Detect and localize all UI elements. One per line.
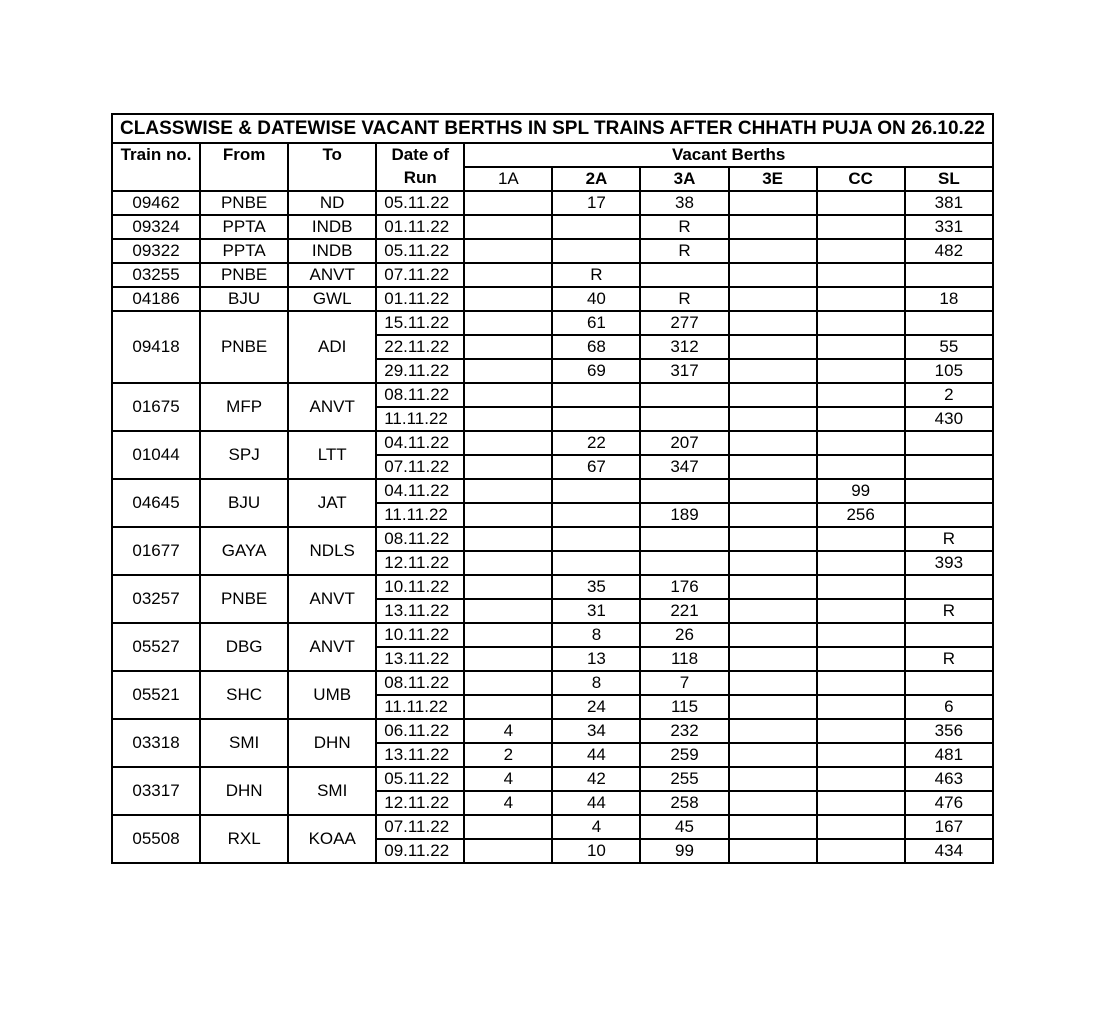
berths-3e-cell	[729, 407, 817, 431]
berths-cc-cell	[817, 407, 905, 431]
berths-3a-cell: 189	[640, 503, 728, 527]
to-cell: DHN	[288, 719, 376, 767]
berths-1a-cell	[464, 215, 552, 239]
date-cell: 10.11.22	[376, 575, 464, 599]
berths-3e-cell	[729, 767, 817, 791]
train-no-cell: 01044	[112, 431, 200, 479]
train-no-cell: 09322	[112, 239, 200, 263]
table-row	[112, 671, 993, 695]
berths-cc-cell	[817, 839, 905, 863]
train-no-cell: 03255	[112, 263, 200, 287]
date-cell: 11.11.22	[376, 503, 464, 527]
berths-2a-cell	[552, 551, 640, 575]
berths-sl-cell: 6	[905, 695, 993, 719]
berths-1a-cell	[464, 575, 552, 599]
berths-3a-cell: 176	[640, 575, 728, 599]
berths-3a-cell: 7	[640, 671, 728, 695]
berths-cc-cell	[817, 191, 905, 215]
date-cell: 04.11.22	[376, 479, 464, 503]
berths-3a-cell: 259	[640, 743, 728, 767]
header-class-cc: CC	[817, 167, 905, 191]
berths-3a-cell: 118	[640, 647, 728, 671]
berths-cc-cell	[817, 671, 905, 695]
to-cell: INDB	[288, 239, 376, 263]
berths-sl-cell: 167	[905, 815, 993, 839]
berths-3a-cell: R	[640, 215, 728, 239]
berths-1a-cell	[464, 647, 552, 671]
date-cell: 05.11.22	[376, 191, 464, 215]
berths-sl-cell	[905, 575, 993, 599]
berths-1a-cell	[464, 551, 552, 575]
from-cell: PNBE	[200, 311, 288, 383]
berths-2a-cell: 69	[552, 359, 640, 383]
from-cell: MFP	[200, 383, 288, 431]
berths-3e-cell	[729, 671, 817, 695]
berths-3e-cell	[729, 743, 817, 767]
berths-cc-cell	[817, 599, 905, 623]
from-cell: PNBE	[200, 575, 288, 623]
to-cell: LTT	[288, 431, 376, 479]
date-cell: 01.11.22	[376, 215, 464, 239]
table-row	[112, 479, 993, 503]
berths-1a-cell	[464, 407, 552, 431]
from-cell: SHC	[200, 671, 288, 719]
berths-sl-cell	[905, 263, 993, 287]
berths-3e-cell	[729, 791, 817, 815]
berths-3a-cell: 277	[640, 311, 728, 335]
berths-cc-cell	[817, 647, 905, 671]
berths-1a-cell	[464, 287, 552, 311]
date-cell: 08.11.22	[376, 671, 464, 695]
berths-sl-cell: 356	[905, 719, 993, 743]
berths-1a-cell: 4	[464, 719, 552, 743]
date-cell: 22.11.22	[376, 335, 464, 359]
table-row	[112, 719, 993, 743]
berths-2a-cell	[552, 479, 640, 503]
berths-cc-cell	[817, 623, 905, 647]
berths-cc-cell: 256	[817, 503, 905, 527]
date-cell: 13.11.22	[376, 599, 464, 623]
berths-3e-cell	[729, 647, 817, 671]
berths-1a-cell	[464, 383, 552, 407]
to-cell: KOAA	[288, 815, 376, 863]
header-train-no: Train no.	[112, 143, 200, 191]
berths-sl-cell: 434	[905, 839, 993, 863]
berths-1a-cell	[464, 455, 552, 479]
header-vacant-berths: Vacant Berths	[464, 143, 993, 167]
berths-3a-cell: 317	[640, 359, 728, 383]
berths-1a-cell	[464, 839, 552, 863]
berths-3e-cell	[729, 599, 817, 623]
train-no-cell: 03257	[112, 575, 200, 623]
berths-1a-cell	[464, 311, 552, 335]
berths-3a-cell	[640, 383, 728, 407]
table-row	[112, 287, 993, 311]
berths-3e-cell	[729, 191, 817, 215]
header-class-1a: 1A	[464, 167, 552, 191]
berths-3a-cell: 232	[640, 719, 728, 743]
berths-2a-cell: 10	[552, 839, 640, 863]
berths-3a-cell	[640, 407, 728, 431]
to-cell: ANVT	[288, 263, 376, 287]
berths-3e-cell	[729, 815, 817, 839]
berths-1a-cell	[464, 695, 552, 719]
berths-sl-cell: 476	[905, 791, 993, 815]
table-row	[112, 215, 993, 239]
berths-2a-cell: 40	[552, 287, 640, 311]
berths-2a-cell	[552, 239, 640, 263]
berths-2a-cell: 68	[552, 335, 640, 359]
train-no-cell: 04645	[112, 479, 200, 527]
table-row	[112, 623, 993, 647]
header-date-line2: Run	[376, 167, 464, 191]
from-cell: DBG	[200, 623, 288, 671]
date-cell: 05.11.22	[376, 767, 464, 791]
table-row	[112, 239, 993, 263]
to-cell: ANVT	[288, 383, 376, 431]
berths-2a-cell: 24	[552, 695, 640, 719]
berths-3a-cell: R	[640, 239, 728, 263]
berths-cc-cell	[817, 311, 905, 335]
berths-3e-cell	[729, 503, 817, 527]
berths-2a-cell: 4	[552, 815, 640, 839]
berths-sl-cell: 481	[905, 743, 993, 767]
berths-2a-cell	[552, 527, 640, 551]
to-cell: SMI	[288, 767, 376, 815]
berths-3a-cell: 26	[640, 623, 728, 647]
berths-sl-cell: 18	[905, 287, 993, 311]
berths-cc-cell	[817, 743, 905, 767]
header-class-2a: 2A	[552, 167, 640, 191]
to-cell: GWL	[288, 287, 376, 311]
to-cell: ANVT	[288, 575, 376, 623]
berths-1a-cell	[464, 527, 552, 551]
berths-3a-cell	[640, 527, 728, 551]
berths-3e-cell	[729, 263, 817, 287]
berths-2a-cell: 8	[552, 671, 640, 695]
berths-1a-cell	[464, 479, 552, 503]
berths-1a-cell	[464, 815, 552, 839]
berths-3e-cell	[729, 455, 817, 479]
table-row	[112, 383, 993, 407]
table-row	[112, 311, 993, 335]
berths-2a-cell: 13	[552, 647, 640, 671]
berths-cc-cell	[817, 383, 905, 407]
date-cell: 13.11.22	[376, 743, 464, 767]
date-cell: 07.11.22	[376, 263, 464, 287]
berths-3e-cell	[729, 239, 817, 263]
berths-sl-cell: R	[905, 527, 993, 551]
berths-2a-cell	[552, 383, 640, 407]
date-cell: 11.11.22	[376, 695, 464, 719]
berths-2a-cell: 17	[552, 191, 640, 215]
to-cell: NDLS	[288, 527, 376, 575]
date-cell: 10.11.22	[376, 623, 464, 647]
date-cell: 01.11.22	[376, 287, 464, 311]
berths-3e-cell	[729, 527, 817, 551]
berths-sl-cell	[905, 503, 993, 527]
berths-3a-cell: 115	[640, 695, 728, 719]
berths-3e-cell	[729, 311, 817, 335]
berths-sl-cell	[905, 311, 993, 335]
berths-sl-cell	[905, 623, 993, 647]
berths-3a-cell	[640, 551, 728, 575]
from-cell: PPTA	[200, 215, 288, 239]
berths-3a-cell: 207	[640, 431, 728, 455]
berths-3e-cell	[729, 215, 817, 239]
table-row	[112, 575, 993, 599]
berths-1a-cell	[464, 191, 552, 215]
train-no-cell: 05508	[112, 815, 200, 863]
from-cell: PNBE	[200, 191, 288, 215]
berths-2a-cell: 31	[552, 599, 640, 623]
date-cell: 12.11.22	[376, 551, 464, 575]
header-class-3e: 3E	[729, 167, 817, 191]
berths-cc-cell	[817, 431, 905, 455]
berths-2a-cell: 61	[552, 311, 640, 335]
berths-3e-cell	[729, 335, 817, 359]
train-no-cell: 09324	[112, 215, 200, 239]
berths-sl-cell	[905, 431, 993, 455]
berths-2a-cell: R	[552, 263, 640, 287]
to-cell: ANVT	[288, 623, 376, 671]
berths-cc-cell	[817, 551, 905, 575]
berths-3e-cell	[729, 695, 817, 719]
berths-3e-cell	[729, 383, 817, 407]
berths-3e-cell	[729, 431, 817, 455]
berths-1a-cell	[464, 671, 552, 695]
berths-1a-cell	[464, 431, 552, 455]
berths-1a-cell	[464, 599, 552, 623]
berths-cc-cell	[817, 287, 905, 311]
berths-cc-cell: 99	[817, 479, 905, 503]
berths-2a-cell: 67	[552, 455, 640, 479]
berths-cc-cell	[817, 359, 905, 383]
table-row	[112, 263, 993, 287]
berths-cc-cell	[817, 335, 905, 359]
berths-sl-cell	[905, 479, 993, 503]
berths-3a-cell: 45	[640, 815, 728, 839]
from-cell: SPJ	[200, 431, 288, 479]
berths-2a-cell: 44	[552, 791, 640, 815]
berths-2a-cell: 42	[552, 767, 640, 791]
from-cell: BJU	[200, 287, 288, 311]
table-row	[112, 815, 993, 839]
berths-cc-cell	[817, 815, 905, 839]
berths-cc-cell	[817, 719, 905, 743]
date-cell: 11.11.22	[376, 407, 464, 431]
berths-sl-cell: 2	[905, 383, 993, 407]
berths-2a-cell: 8	[552, 623, 640, 647]
berths-2a-cell	[552, 503, 640, 527]
to-cell: INDB	[288, 215, 376, 239]
berths-1a-cell: 4	[464, 791, 552, 815]
train-no-cell: 01675	[112, 383, 200, 431]
from-cell: RXL	[200, 815, 288, 863]
berths-3a-cell: 221	[640, 599, 728, 623]
berths-1a-cell: 2	[464, 743, 552, 767]
train-no-cell: 03317	[112, 767, 200, 815]
berths-2a-cell	[552, 215, 640, 239]
to-cell: ADI	[288, 311, 376, 383]
vacant-berths-sheet	[111, 113, 994, 864]
table-row	[112, 431, 993, 455]
berths-1a-cell	[464, 623, 552, 647]
berths-sl-cell	[905, 671, 993, 695]
berths-1a-cell	[464, 335, 552, 359]
table-body	[112, 191, 993, 863]
berths-3e-cell	[729, 575, 817, 599]
berths-sl-cell: 331	[905, 215, 993, 239]
berths-cc-cell	[817, 575, 905, 599]
berths-3e-cell	[729, 551, 817, 575]
berths-3a-cell: 258	[640, 791, 728, 815]
date-cell: 08.11.22	[376, 383, 464, 407]
from-cell: GAYA	[200, 527, 288, 575]
from-cell: PNBE	[200, 263, 288, 287]
berths-cc-cell	[817, 791, 905, 815]
berths-2a-cell	[552, 407, 640, 431]
berths-3e-cell	[729, 839, 817, 863]
berths-sl-cell: 105	[905, 359, 993, 383]
to-cell: JAT	[288, 479, 376, 527]
table-row	[112, 527, 993, 551]
train-no-cell: 09418	[112, 311, 200, 383]
berths-sl-cell: 463	[905, 767, 993, 791]
berths-2a-cell: 44	[552, 743, 640, 767]
berths-cc-cell	[817, 263, 905, 287]
berths-1a-cell	[464, 503, 552, 527]
berths-sl-cell: R	[905, 647, 993, 671]
berths-cc-cell	[817, 767, 905, 791]
berths-3e-cell	[729, 359, 817, 383]
berths-3e-cell	[729, 479, 817, 503]
to-cell: ND	[288, 191, 376, 215]
train-no-cell: 05521	[112, 671, 200, 719]
vacant-berths-table	[111, 113, 994, 864]
berths-3a-cell: 38	[640, 191, 728, 215]
date-cell: 12.11.22	[376, 791, 464, 815]
berths-1a-cell	[464, 263, 552, 287]
train-no-cell: 09462	[112, 191, 200, 215]
berths-3a-cell	[640, 479, 728, 503]
date-cell: 07.11.22	[376, 455, 464, 479]
berths-sl-cell: R	[905, 599, 993, 623]
table-row	[112, 191, 993, 215]
date-cell: 06.11.22	[376, 719, 464, 743]
berths-sl-cell: 393	[905, 551, 993, 575]
berths-3a-cell: 312	[640, 335, 728, 359]
date-cell: 05.11.22	[376, 239, 464, 263]
date-cell: 08.11.22	[376, 527, 464, 551]
berths-cc-cell	[817, 455, 905, 479]
berths-3a-cell: 99	[640, 839, 728, 863]
table-row	[112, 767, 993, 791]
berths-3e-cell	[729, 623, 817, 647]
berths-3e-cell	[729, 287, 817, 311]
date-cell: 07.11.22	[376, 815, 464, 839]
train-no-cell: 05527	[112, 623, 200, 671]
date-cell: 04.11.22	[376, 431, 464, 455]
from-cell: PPTA	[200, 239, 288, 263]
from-cell: SMI	[200, 719, 288, 767]
berths-3a-cell: 347	[640, 455, 728, 479]
header-to: To	[288, 143, 376, 191]
berths-2a-cell: 22	[552, 431, 640, 455]
berths-sl-cell: 55	[905, 335, 993, 359]
berths-3a-cell: R	[640, 287, 728, 311]
berths-sl-cell: 381	[905, 191, 993, 215]
from-cell: BJU	[200, 479, 288, 527]
train-no-cell: 04186	[112, 287, 200, 311]
berths-1a-cell	[464, 239, 552, 263]
berths-1a-cell	[464, 359, 552, 383]
berths-sl-cell: 430	[905, 407, 993, 431]
berths-cc-cell	[817, 527, 905, 551]
table-title: CLASSWISE & DATEWISE VACANT BERTHS IN SPL TRAINS AFTER CHHATH PUJA ON 26.10.22	[112, 114, 993, 143]
berths-3e-cell	[729, 719, 817, 743]
berths-cc-cell	[817, 215, 905, 239]
date-cell: 15.11.22	[376, 311, 464, 335]
train-no-cell: 03318	[112, 719, 200, 767]
berths-3a-cell: 255	[640, 767, 728, 791]
from-cell: DHN	[200, 767, 288, 815]
date-cell: 09.11.22	[376, 839, 464, 863]
berths-cc-cell	[817, 695, 905, 719]
header-date-line1: Date of	[376, 143, 464, 167]
berths-1a-cell: 4	[464, 767, 552, 791]
train-no-cell: 01677	[112, 527, 200, 575]
berths-cc-cell	[817, 239, 905, 263]
berths-sl-cell	[905, 455, 993, 479]
date-cell: 29.11.22	[376, 359, 464, 383]
berths-3a-cell	[640, 263, 728, 287]
header-from: From	[200, 143, 288, 191]
to-cell: UMB	[288, 671, 376, 719]
header-class-3a: 3A	[640, 167, 728, 191]
berths-2a-cell: 34	[552, 719, 640, 743]
berths-sl-cell: 482	[905, 239, 993, 263]
berths-2a-cell: 35	[552, 575, 640, 599]
date-cell: 13.11.22	[376, 647, 464, 671]
header-class-sl: SL	[905, 167, 993, 191]
